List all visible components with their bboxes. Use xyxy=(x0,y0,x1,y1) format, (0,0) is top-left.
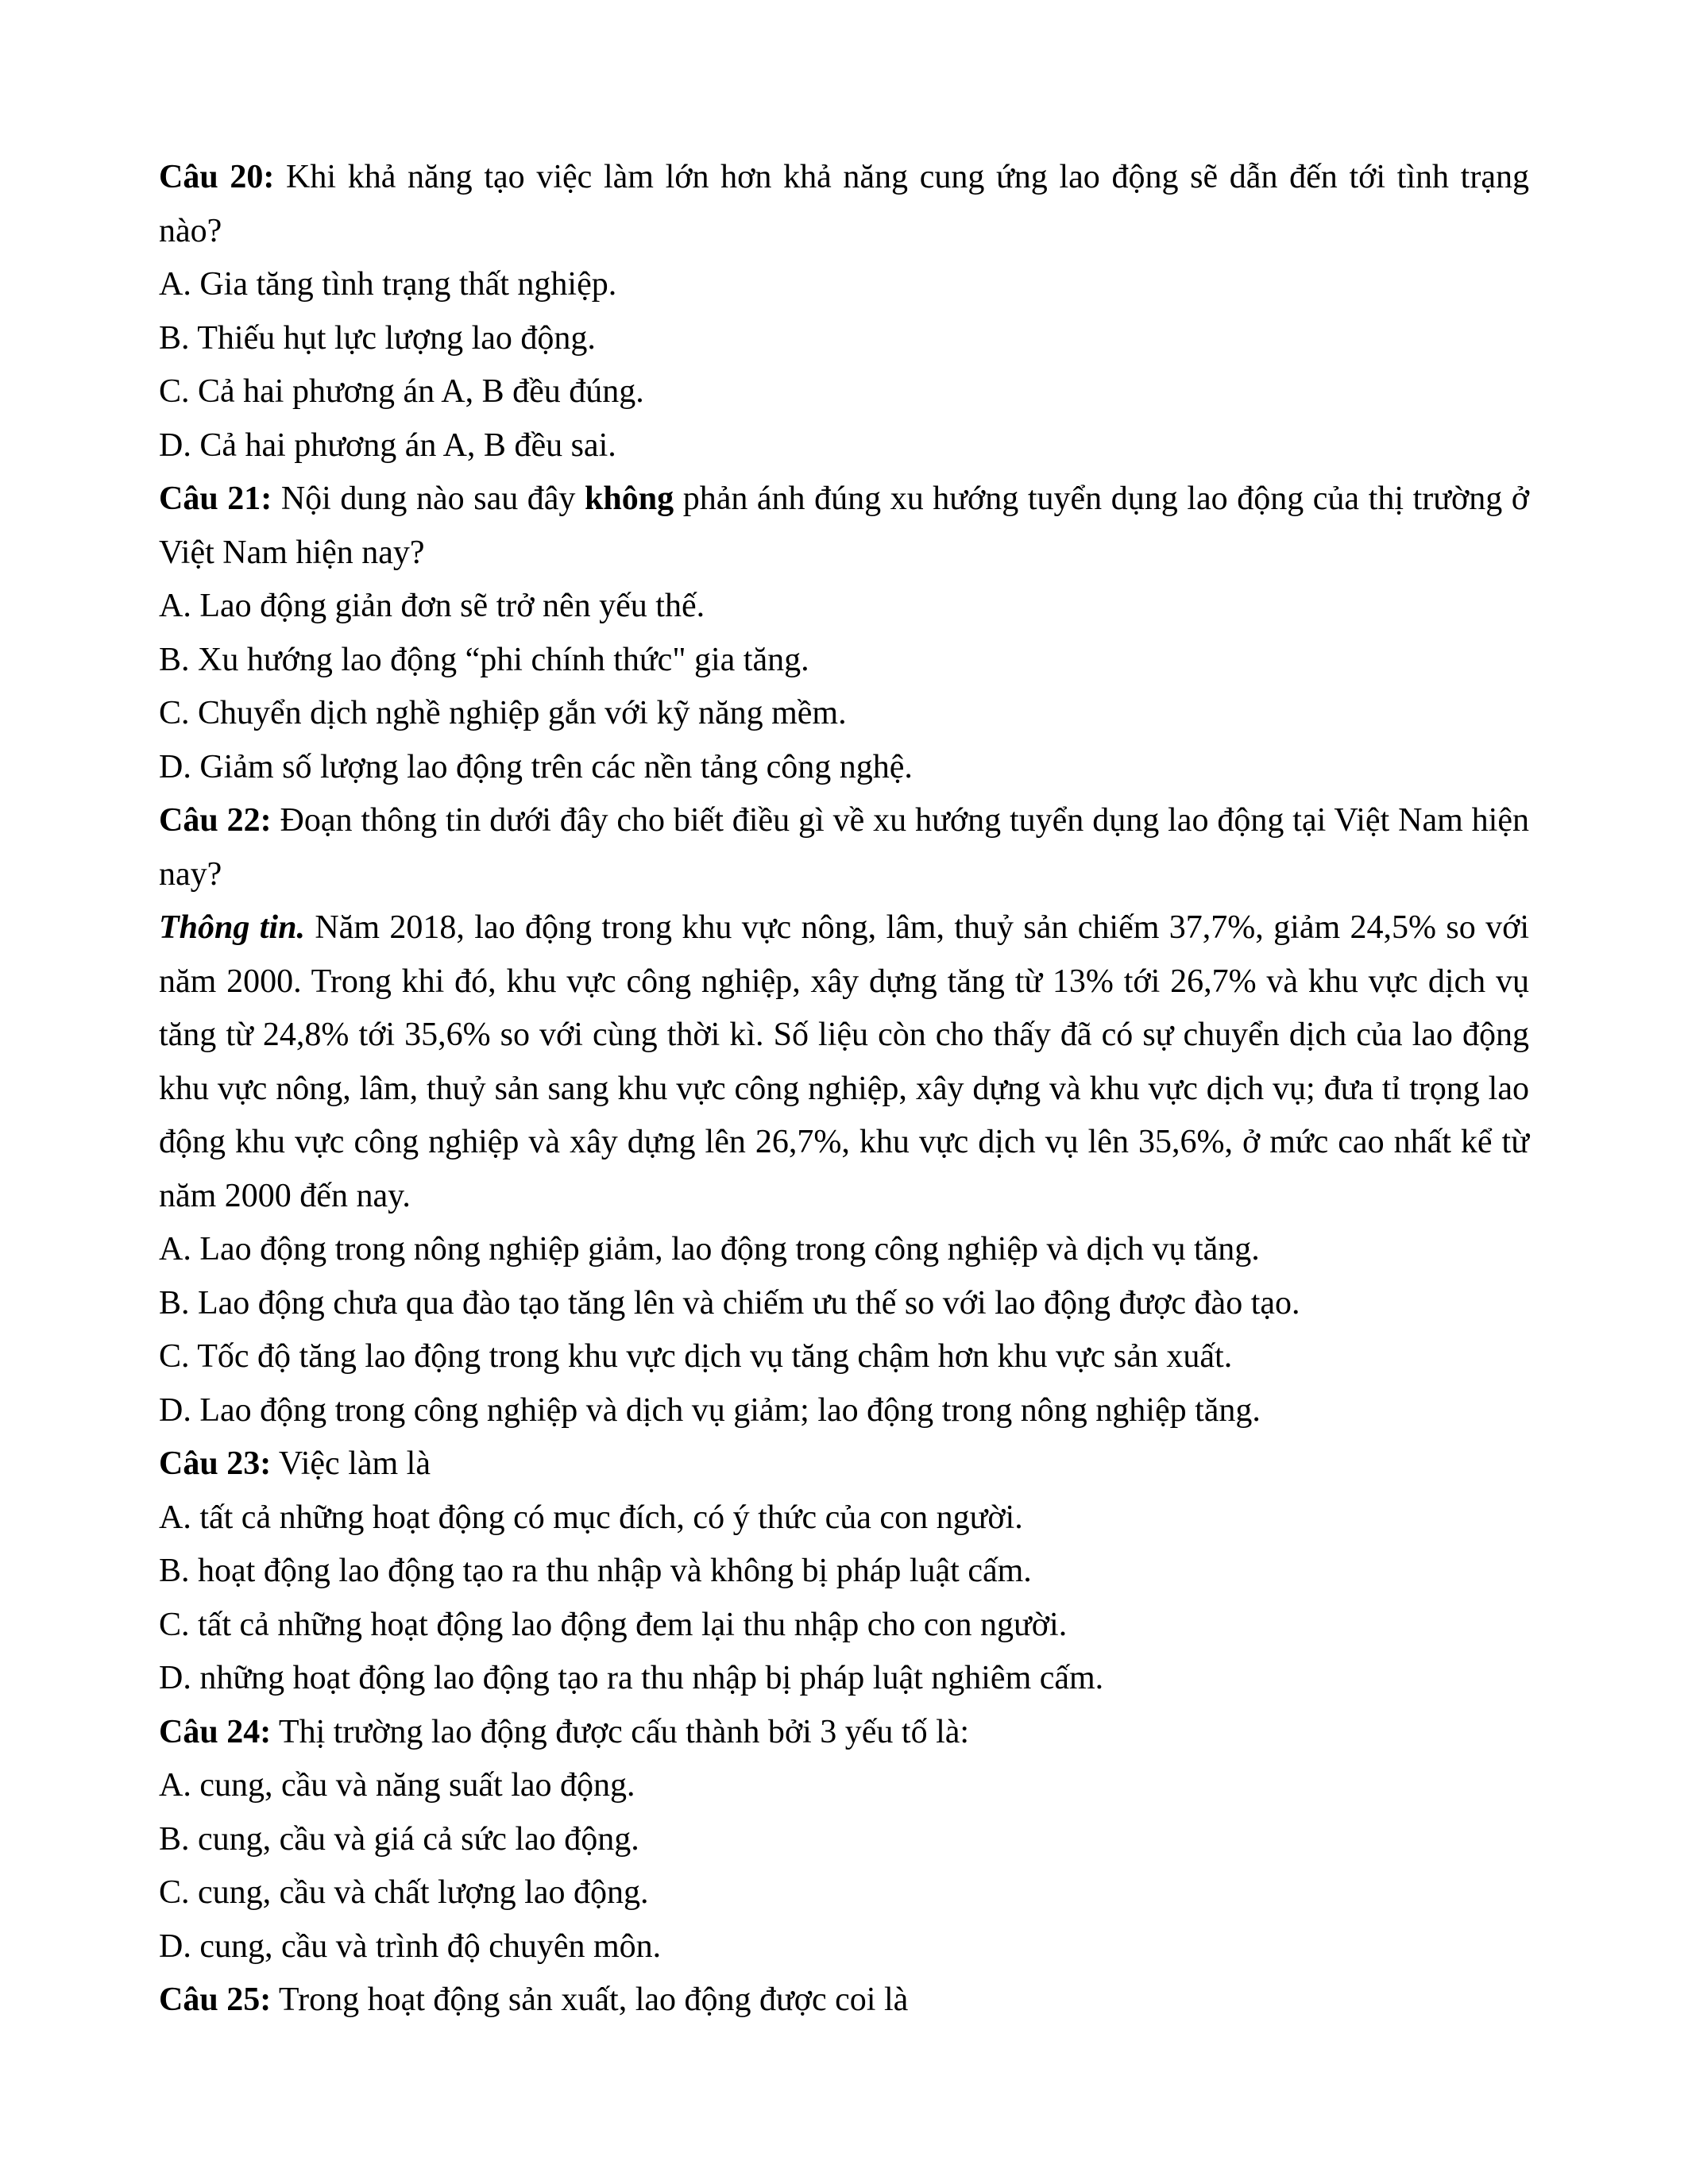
question-22 xyxy=(159,794,1529,901)
question-25 xyxy=(159,1974,1529,2028)
info-label: Thông tin. xyxy=(159,909,305,946)
option-a: A. Lao động giản đơn sẽ trở nên yếu thế. xyxy=(159,588,705,624)
question-text: Trong hoạt động sản xuất, lao động được coi là xyxy=(271,1981,909,2018)
option-b: B. hoạt động lao động tạo ra thu nhập và không bị pháp luật cấm. xyxy=(159,1553,1032,1589)
question-23 xyxy=(159,1437,1529,1491)
info-text: Năm 2018, lao động trong khu vực nông, lâm, thuỷ sản chiếm 37,7%, giảm 24,5% so với năm 2000. Trong khi đó, khu vực công nghiệp, xây dựng tăng từ 13% tới 26,7% và khu vực dịch vụ tăng từ 24,8% tới 35,6% so với cùng thời kì. Số liệu còn cho thấy đã có sự chuyển dịch của lao động khu vực nông, lâm, thuỷ sản sang khu vực công nghiệp, xây dựng và khu vực dịch vụ; đưa tỉ trọng lao động khu vực công nghiệp và xây dựng lên 26,7%, khu vực dịch vụ lên 35,6%, ở mức cao nhất kể từ năm 2000 đến nay. xyxy=(159,909,1529,1214)
option-c: C. Chuyển dịch nghề nghiệp gắn với kỹ năng mềm. xyxy=(159,695,847,731)
option-c: C. Tốc độ tăng lao động trong khu vực dịch vụ tăng chậm hơn khu vực sản xuất. xyxy=(159,1338,1233,1375)
option-c: C. Cả hai phương án A, B đều đúng. xyxy=(159,373,644,410)
question-21 xyxy=(159,473,1529,580)
question-text-after: phản ánh đúng xu hướng tuyển dụng lao động của thị trường ở Việt Nam hiện nay? xyxy=(159,480,1529,571)
document-page xyxy=(159,151,1529,2028)
question-text: Đoạn thông tin dưới đây cho biết điều gì về xu hướng tuyển dụng lao động tại Việt Nam hiện nay? xyxy=(159,802,1529,893)
question-label: Câu 21: xyxy=(159,480,272,517)
option-d: D. cung, cầu và trình độ chuyên môn. xyxy=(159,1927,662,1965)
option-c: C. tất cả những hoạt động lao động đem lại thu nhập cho con người. xyxy=(159,1606,1068,1643)
option-d: D. Lao động trong công nghiệp và dịch vụ giảm; lao động trong nông nghiệp tăng. xyxy=(159,1391,1261,1429)
question-label: Câu 20: xyxy=(159,159,275,195)
option-a: A. cung, cầu và năng suất lao động. xyxy=(159,1767,635,1804)
question-24 xyxy=(159,1706,1529,1760)
option-a: A. tất cả những hoạt động có mục đích, có ý thức của con người. xyxy=(159,1499,1023,1536)
option-b: B. Thiếu hụt lực lượng lao động. xyxy=(159,319,596,357)
info-passage xyxy=(159,901,1529,1223)
question-text: Khi khả năng tạo việc làm lớn hơn khả năng cung ứng lao động sẽ dẫn đến tới tình trạng nào? xyxy=(159,159,1529,249)
question-20 xyxy=(159,151,1529,258)
question-text-before: Nội dung nào sau đây xyxy=(272,480,585,517)
question-text-emphasis: không xyxy=(585,480,674,517)
option-b: B. cung, cầu và giá cả sức lao động. xyxy=(159,1820,639,1858)
option-a: A. Gia tăng tình trạng thất nghiệp. xyxy=(159,266,617,303)
question-label: Câu 23: xyxy=(159,1445,272,1482)
option-c: C. cung, cầu và chất lượng lao động. xyxy=(159,1874,649,1911)
option-b: B. Xu hướng lao động “phi chính thức" gia tăng. xyxy=(159,641,809,678)
option-a: A. Lao động trong nông nghiệp giảm, lao động trong công nghiệp và dịch vụ tăng. xyxy=(159,1231,1260,1268)
option-d: D. Giảm số lượng lao động trên các nền tảng công nghệ. xyxy=(159,748,913,785)
option-d: D. Cả hai phương án A, B đều sai. xyxy=(159,426,616,464)
question-text: Việc làm là xyxy=(271,1445,431,1482)
option-b: B. Lao động chưa qua đào tạo tăng lên và chiếm ưu thế so với lao động được đào tạo. xyxy=(159,1284,1300,1322)
option-d: D. những hoạt động lao động tạo ra thu nhập bị pháp luật nghiêm cấm. xyxy=(159,1660,1104,1696)
question-label: Câu 22: xyxy=(159,802,272,839)
question-text: Thị trường lao động được cấu thành bởi 3 yếu tố là: xyxy=(271,1713,970,1750)
question-label: Câu 24: xyxy=(159,1713,272,1750)
question-label: Câu 25: xyxy=(159,1981,272,2018)
